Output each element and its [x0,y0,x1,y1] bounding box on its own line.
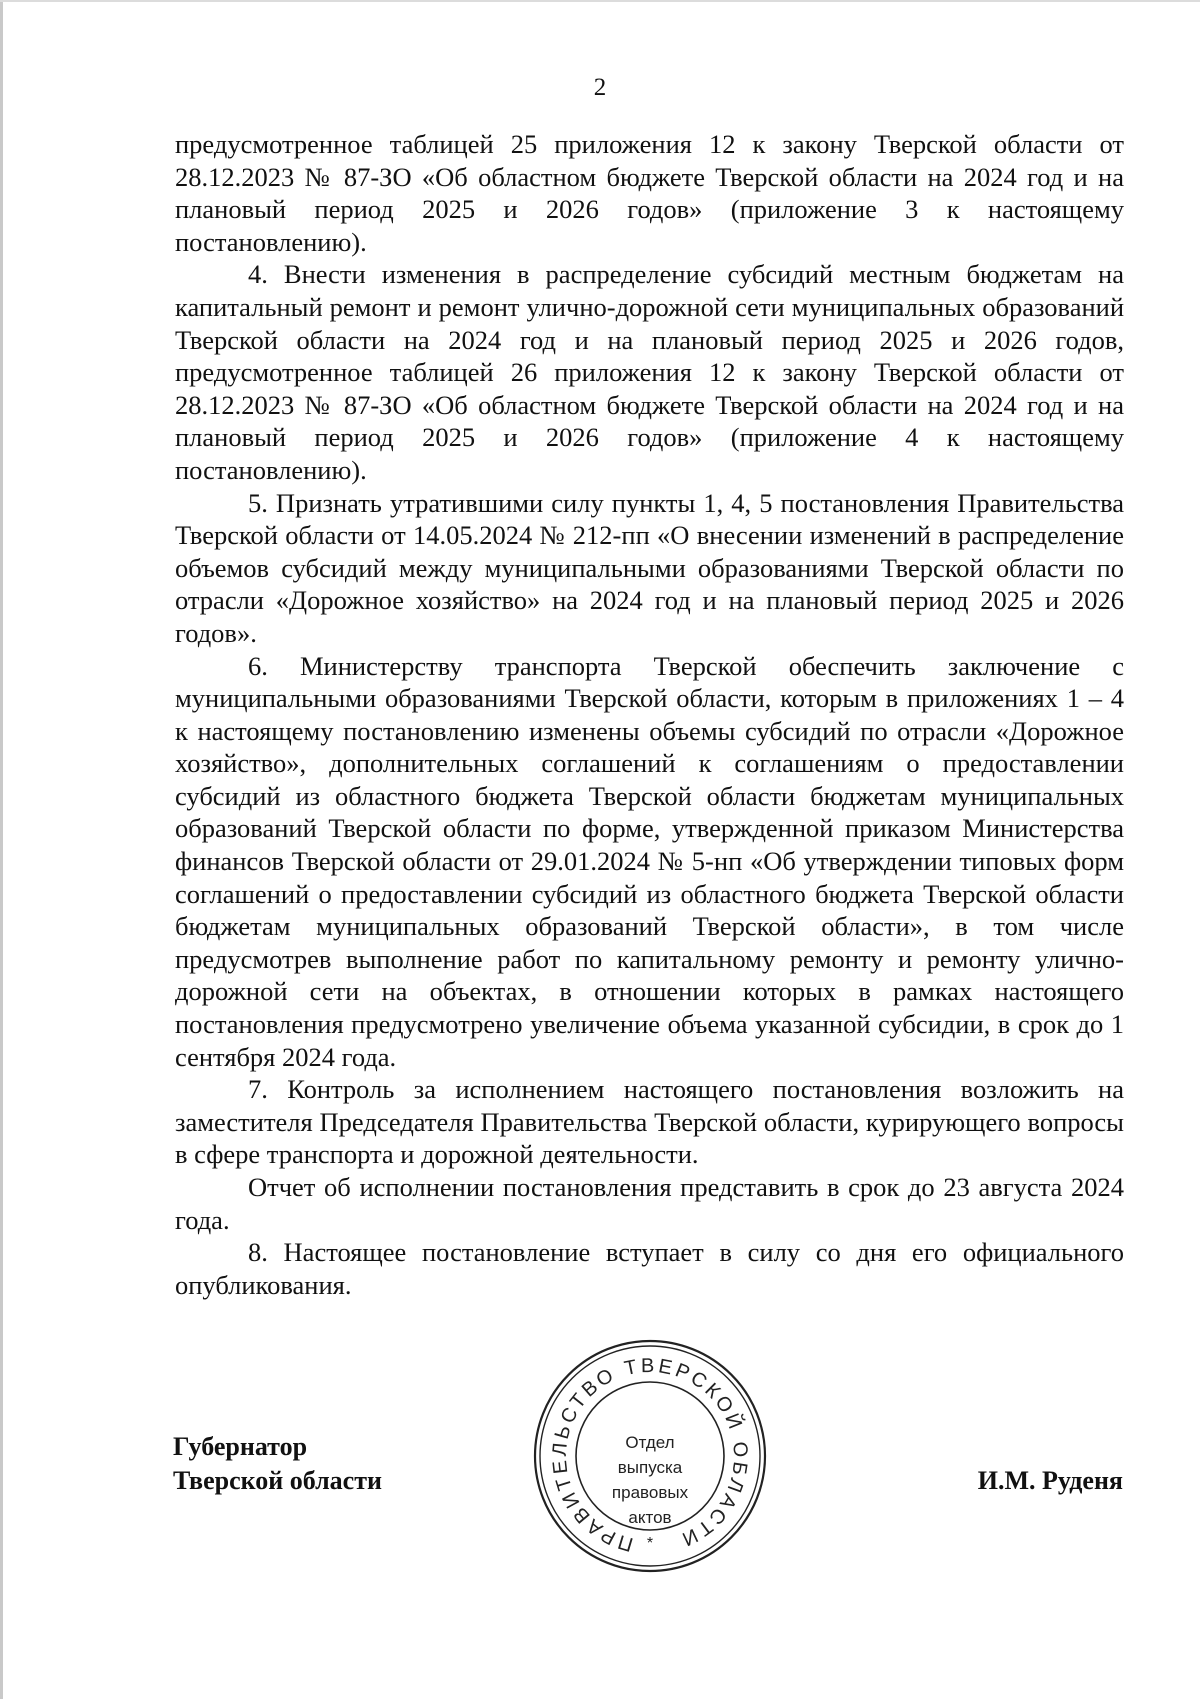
stamp-center-line: правовых [611,1483,689,1502]
scan-edge [0,0,3,1699]
signer-title-line: Губернатор [173,1432,308,1461]
paragraph-continuation: предусмотренное таблицей 25 приложения 12 к закону Тверской области от 28.12.2023 № 87-ЗО «Об областном бюджете Тверской области на 2024 год и на плановый период 2025 и 2026 годов» (приложение 3 к настоящему постановлению). [175,129,1124,257]
paragraph-report: Отчет об исполнении постановления представить в срок до 23 августа 2024 года. [175,1172,1124,1235]
signer-name: И.М. Руденя [977,1466,1123,1495]
signer-title-line: Тверской области [173,1466,382,1495]
paragraph-item-8: 8. Настоящее постановление вступает в силу со дня его официального опубликования. [175,1237,1124,1300]
stamp-center-line: актов [628,1508,672,1527]
signer-title [173,1430,382,1498]
stamp-center-text [582,1430,718,1530]
document-body [175,128,1124,1301]
paragraph-item-6: 6. Министерству транспорта Тверской обеспечить заключение с муниципальными образованиями Тверской области, которым в приложениях 1 – 4 к настоящему постановлению изменены объемы субсидий по отрасли «Дорожное хозяйство», дополнительных соглашений к соглашениям о предоставлении субсидий из областного бюджета Тверской области бюджетам муниципальных образований Тверской области по форме, утвержденной приказом Министерства финансов Тверской области от 29.01.2024 № 5-нп «Об утверждении типовых форм соглашений о предоставлении субсидий из областного бюджета Тверской области бюджетам муниципальных образований Тверской области», в том числе предусмотрев выполнение работ по капитальному ремонту и ремонту улично-дорожной сети на объектах, в отношении которых в рамках настоящего постановления предусмотрено увеличение объема указанной субсидии, в срок до 1 сентября 2024 года. [175,650,1124,1072]
paragraph-item-4: 4. Внести изменения в распределение субсидий местным бюджетам на капитальный ремонт и ремонт улично-дорожной сети муниципальных образований Тверской области на 2024 год и на плановый период 2025 и 2026 годов, предусмотренное таблицей 26 приложения 12 к закону Тверской области от 28.12.2023 № 87-ЗО «Об областном бюджете Тверской области на 2024 год и на плановый период 2025 и 2026 годов» (приложение 4 к настоящему постановлению). [175,259,1124,485]
paragraph-item-5: 5. Признать утратившими силу пункты 1, 4, 5 постановления Правительства Тверской области от 14.05.2024 № 212-пп «О внесении изменений в распределение объемов субсидий между муниципальными образованиями Тверской области по отрасли «Дорожное хозяйство» на 2024 год и на плановый период 2025 и 2026 годов». [175,487,1124,648]
stamp-center-line: Отдел [625,1433,675,1452]
scan-edge-top [0,0,1200,2]
page-number: 2 [593,74,607,101]
stamp-ring-text: ПРАВИТЕЛЬСТВО ТВЕРСКОЙ ОБЛАСТИ [548,1354,752,1556]
paragraph-item-7: 7. Контроль за исполнением настоящего постановления возложить на заместителя Председателя Правительства Тверской области, курирующего вопросы в сфере транспорта и дорожной деятельности. [175,1074,1124,1170]
stamp-center-line: выпуска [617,1458,683,1477]
stamp-star: * [646,1535,654,1552]
